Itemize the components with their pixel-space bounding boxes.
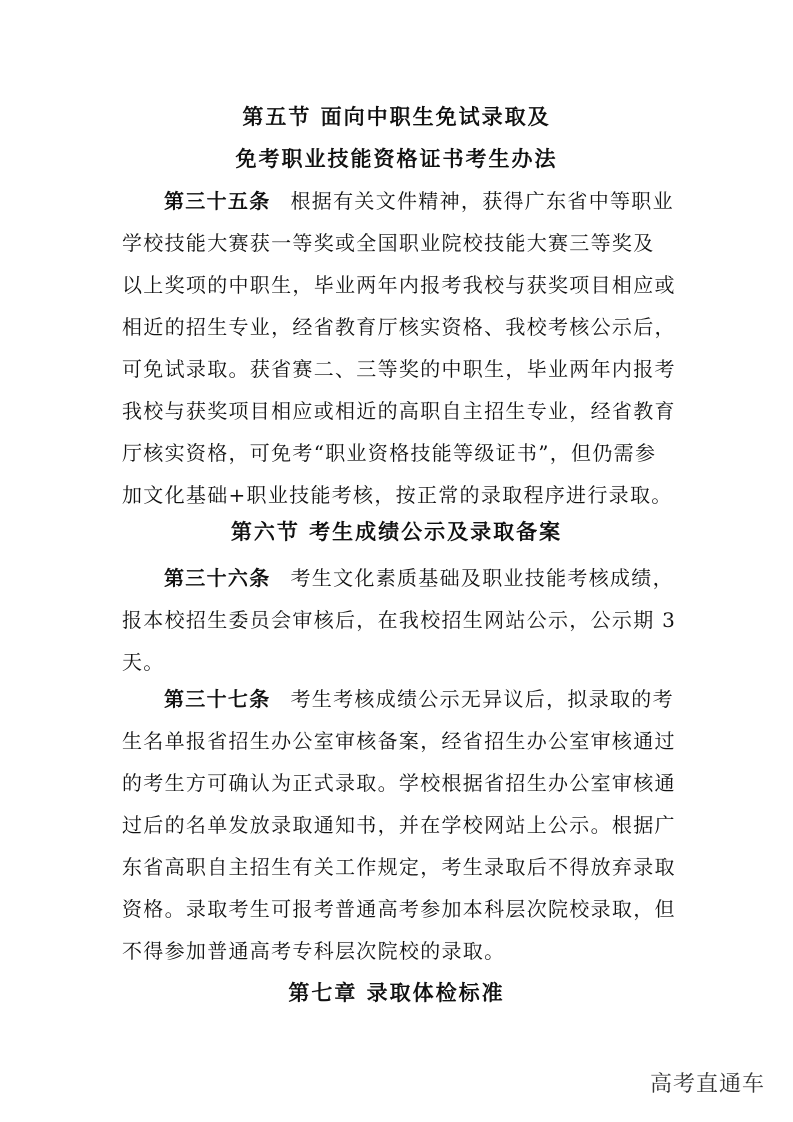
article-35-line-3: 以上奖项的中职生，毕业两年内报考我校与获奖项目相应或: [122, 273, 676, 297]
article-37: [122, 678, 682, 972]
article-37-label: 第三十七条: [164, 687, 271, 711]
article-37-line-2: 生名单报省招生办公室审核备案，经省招生办公室审核通过: [122, 729, 676, 753]
article-35-text: 根据有关文件精神，获得广东省中等职业: [290, 189, 674, 213]
chapter-7-title: 第七章 录取体检标准: [288, 980, 505, 1005]
article-37-line-5: 东省高职自主招生有关工作规定，考生录取后不得放弃录取: [122, 855, 676, 879]
section-5-title-line-1: 第五节 面向中职生免试录取及: [242, 104, 551, 129]
article-35-label: 第三十五条: [164, 189, 271, 213]
watermark-logo-text: 高考直通车: [649, 1072, 765, 1097]
article-36-line-1: [122, 557, 682, 599]
section-5-title-line-2: 免考职业技能资格证书考生办法: [235, 146, 558, 171]
article-37-text: 考生考核成绩公示无异议后，拟录取的考: [290, 687, 674, 711]
article-35-line-8: 加文化基础+职业技能考核，按正常的录取程序进行录取。: [122, 483, 673, 507]
article-35-line-4: 相近的招生专业，经省教育厅核实资格、我校考核公示后，: [122, 315, 676, 339]
article-35-line-5: 可免试录取。获省赛二、三等奖的中职生，毕业两年内报考: [122, 357, 676, 381]
article-37-line-7: 不得参加普通高考专科层次院校的录取。: [122, 939, 506, 963]
article-36-line-3: 天。: [122, 650, 165, 674]
article-35: [122, 180, 682, 516]
article-36-label: 第三十六条: [164, 566, 271, 590]
article-35-line-6: 我校与获奖项目相应或相近的高职自主招生专业，经省教育: [122, 399, 676, 423]
article-36-line-2: 报本校招生委员会审核后，在我校招生网站公示，公示期 3: [122, 608, 677, 632]
article-35-line-7: 厅核实资格，可免考“职业资格技能等级证书”，但仍需参: [122, 441, 657, 465]
article-36-text: 考生文化素质基础及职业技能考核成绩，: [290, 566, 674, 590]
article-35-line-1: [122, 180, 682, 222]
article-37-line-1: [122, 678, 682, 720]
article-35-line-2: 学校技能大赛获一等奖或全国职业院校技能大赛三等奖及: [122, 231, 655, 255]
section-6-title: 第六节 考生成绩公示及录取备案: [230, 519, 563, 544]
article-36: [122, 557, 682, 683]
article-37-line-4: 过后的名单发放录取通知书，并在学校网站上公示。根据广: [122, 813, 676, 837]
article-37-line-3: 的考生方可确认为正式录取。学校根据省招生办公室审核通: [122, 771, 676, 795]
article-37-line-6: 资格。录取考生可报考普通高考参加本科层次院校录取，但: [122, 897, 676, 921]
